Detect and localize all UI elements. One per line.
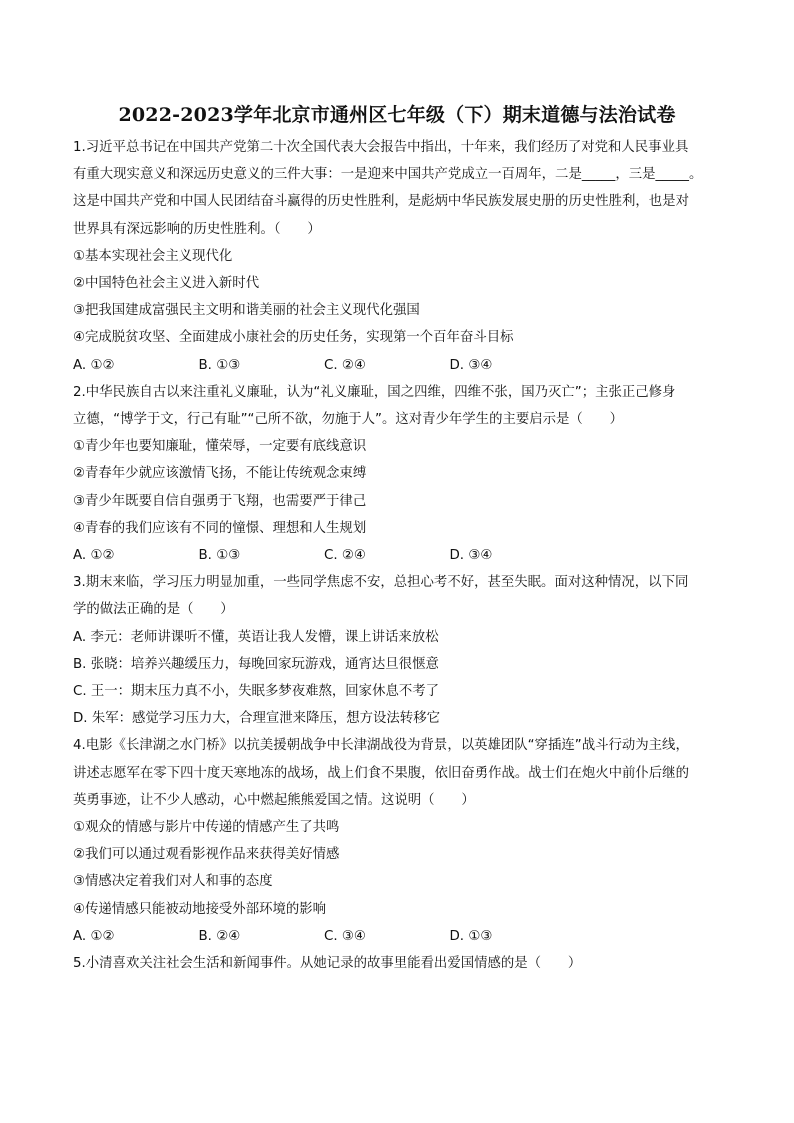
question-text-line: 这是中国共产党和中国人民团结奋斗赢得的历史性胜利，是彪炳中华民族发展史册的历史性胜利，也是对 — [73, 194, 689, 210]
statement-option: ②我们可以通过观看影视作品来获得美好情感 — [73, 847, 340, 863]
choice-d: D. 朱军：感觉学习压力大，合理宣泄来降压，想方设法转移它 — [73, 711, 440, 727]
exam-title: 2022-2023学年北京市通州区七年级（下）期末道德与法治试卷 — [118, 104, 676, 126]
choice-b: B. 张晓：培养兴趣缓压力，每晚回家玩游戏，通宵达旦很惬意 — [73, 656, 439, 672]
choice-d: D. ③④ — [449, 357, 493, 373]
question-text-line: 5.小清喜欢关注社会生活和新闻事件。从她记录的故事里能看出爱国情感的是（ ） — [73, 956, 582, 972]
statement-option: ③情感决定着我们对人和事的态度 — [73, 874, 273, 890]
statement-option: ④青春的我们应该有不同的憧憬、理想和人生规划 — [73, 520, 367, 536]
statement-option: ①基本实现社会主义现代化 — [73, 248, 233, 264]
answer-choices — [73, 923, 749, 950]
choice-c: C. ②④ — [324, 357, 366, 373]
choice-b: B. ②④ — [198, 928, 241, 944]
choice-c: C. ③④ — [324, 928, 366, 944]
question-3 — [73, 569, 749, 732]
question-text-line: 讲述志愿军在零下四十度天寒地冻的战场，战上们食不果腹，依旧奋勇作战。战士们在炮火中前仆后继的 — [73, 765, 689, 781]
question-2 — [73, 379, 749, 569]
question-text-line: 2.中华民族自古以来注重礼义廉耻，认为“礼义廉耻，国之四维，四维不张，国乃灭亡”；主张正己修身 — [73, 384, 676, 400]
choice-b: B. ①③ — [198, 548, 241, 564]
question-5 — [73, 950, 749, 977]
statement-option: ①青少年也要知廉耻，懂荣辱，一定要有底线意识 — [73, 439, 367, 455]
statement-option: ①观众的情感与影片中传递的情感产生了共鸣 — [73, 820, 340, 836]
choice-a: A. 李元：老师讲课听不懂，英语让我人发懵，课上讲话来放松 — [73, 629, 439, 645]
choice-a: A. ①② — [73, 548, 115, 564]
answer-choices — [73, 352, 749, 379]
choice-c: C. 王一：期末压力真不小，失眠多梦夜难熬，回家休息不考了 — [73, 684, 440, 700]
question-text-line: 世界具有深远影响的历史性胜利。（ ） — [73, 221, 321, 237]
statement-option: ③青少年既要自信自强勇于飞翔，也需要严于律己 — [73, 493, 367, 509]
statement-option: ②中国特色社会主义进入新时代 — [73, 276, 260, 292]
statement-option: ②青春年少就应该激情飞扬，不能让传统观念束缚 — [73, 466, 367, 482]
choice-a: A. ①② — [73, 357, 115, 373]
question-1 — [73, 134, 749, 379]
question-text-line: 1.习近平总书记在中国共产党第二十次全国代表大会报告中指出，十年来，我们经历了对党和人民事业具 — [73, 140, 689, 155]
statement-option: ③把我国建成富强民主文明和谐美丽的社会主义现代化强国 — [73, 303, 420, 319]
question-text-line: 3.期末来临，学习压力明显加重，一些同学焦虑不安，总担心考不好，甚至失眠。面对这种情况，以下同 — [73, 575, 689, 591]
choice-d: D. ①③ — [449, 928, 493, 944]
question-text-line: 有重大现实意义和深远历史意义的三件大事：一是迎来中国共产党成立一百周年，二是_____，三是_____。 — [73, 167, 703, 183]
question-text-line: 4.电影《长津湖之水门桥》以抗美援朝战争中长津湖战役为背景，以英雄团队“穿插连”战斗行动为主线， — [73, 738, 689, 754]
choice-d: D. ③④ — [449, 548, 493, 564]
answer-choices — [73, 542, 749, 569]
choice-c: C. ②④ — [324, 548, 366, 564]
choice-b: B. ①③ — [198, 357, 241, 373]
question-list — [73, 134, 749, 977]
statement-option: ④完成脱贫攻坚、全面建成小康社会的历史任务，实现第一个百年奋斗目标 — [73, 330, 514, 346]
question-text-line: 英勇事迹，让不少人感动，心中燃起熊熊爱国之情。这说明（ ） — [73, 792, 475, 808]
statement-option: ④传递情感只能被动地接受外部环境的影响 — [73, 901, 327, 917]
question-text-line: 立德，“博学于文，行己有耻”“己所不欲，勿施于人”。这对青少年学生的主要启示是（ ） — [73, 412, 623, 428]
question-text-line: 学的做法正确的是（ ） — [73, 602, 234, 618]
choice-a: A. ①② — [73, 928, 115, 944]
question-4 — [73, 732, 749, 950]
